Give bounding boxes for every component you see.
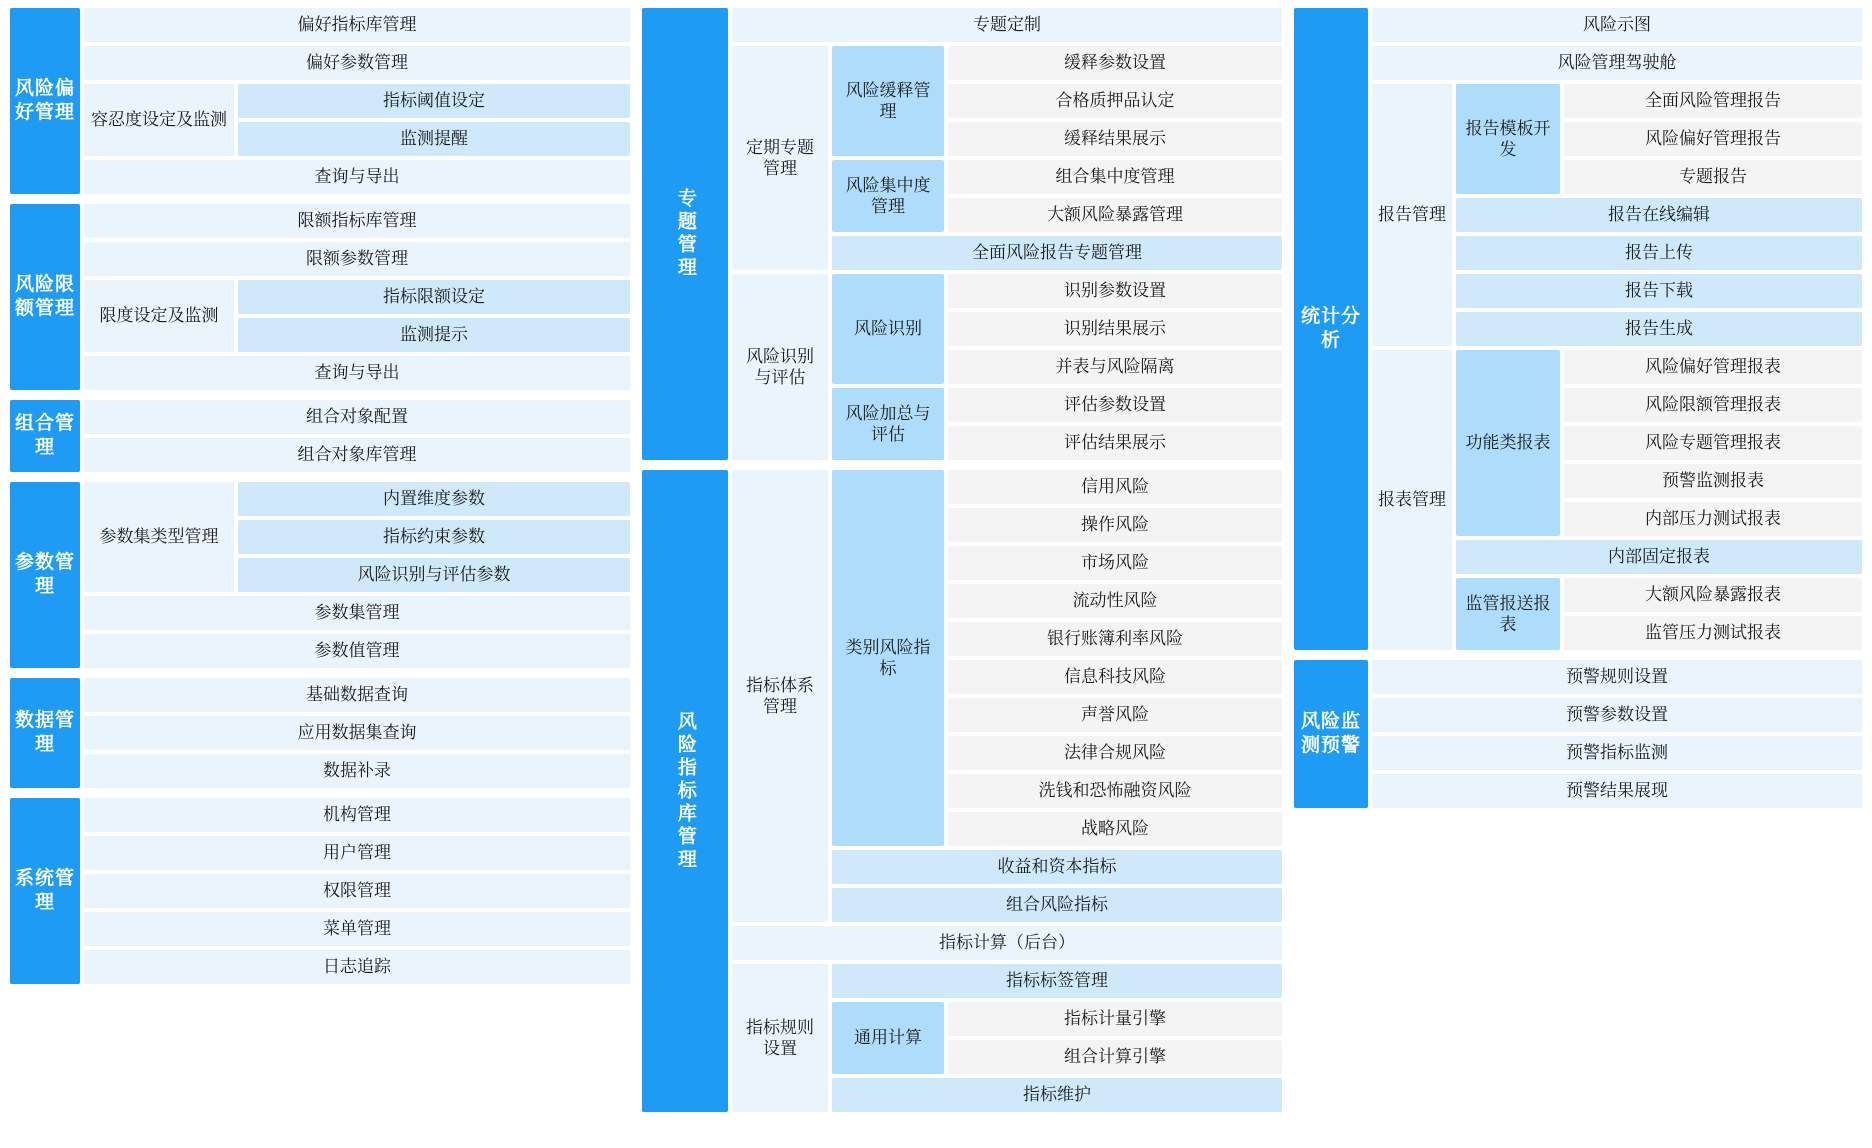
item-limit-lib[interactable]: 限额指标库管理 bbox=[84, 204, 630, 238]
module-statistics bbox=[1294, 8, 1862, 650]
item-risk-aggregate-assess[interactable]: 风险加总与评估 bbox=[832, 388, 944, 460]
item-risk-identify[interactable]: 风险识别 bbox=[832, 274, 944, 384]
item-function-sheet[interactable]: 功能类报表 bbox=[1456, 350, 1560, 536]
item-sheet-manage[interactable]: 报表管理 bbox=[1372, 350, 1452, 650]
item-market-risk[interactable]: 市场风险 bbox=[948, 546, 1282, 580]
item-identify-result[interactable]: 识别结果展示 bbox=[948, 312, 1282, 346]
item-permission-manage[interactable]: 权限管理 bbox=[84, 874, 630, 908]
module-title-portfolio: 组合管理 bbox=[10, 400, 80, 472]
item-preference-lib[interactable]: 偏好指标库管理 bbox=[84, 8, 630, 42]
item-regulatory-stress-test-sheet[interactable]: 监管压力测试报表 bbox=[1564, 616, 1862, 650]
module-indicator-library bbox=[642, 470, 1282, 1112]
item-portfolio-calc-engine[interactable]: 组合计算引擎 bbox=[948, 1040, 1282, 1074]
module-monitor-alert bbox=[1294, 660, 1862, 808]
item-liquidity-risk[interactable]: 流动性风险 bbox=[948, 584, 1282, 618]
item-indicator-threshold[interactable]: 指标阈值设定 bbox=[238, 84, 630, 118]
item-indicator-constraint-param[interactable]: 指标约束参数 bbox=[238, 520, 630, 554]
item-credit-risk[interactable]: 信用风险 bbox=[948, 470, 1282, 504]
module-parameter bbox=[10, 482, 630, 668]
item-alert-param-setting[interactable]: 预警参数设置 bbox=[1372, 698, 1862, 732]
item-data-supplement[interactable]: 数据补录 bbox=[84, 754, 630, 788]
item-general-calculation[interactable]: 通用计算 bbox=[832, 1002, 944, 1074]
item-menu-manage[interactable]: 菜单管理 bbox=[84, 912, 630, 946]
module-title-parameter: 参数管理 bbox=[10, 482, 80, 668]
item-portfolio-object-config[interactable]: 组合对象配置 bbox=[84, 400, 630, 434]
item-portfolio-object-lib[interactable]: 组合对象库管理 bbox=[84, 438, 630, 472]
item-portfolio-concentration[interactable]: 组合集中度管理 bbox=[948, 160, 1282, 194]
item-indicator-rule-setting[interactable]: 指标规则设置 bbox=[732, 964, 828, 1112]
item-tolerance-setting[interactable]: 容忍度设定及监测 bbox=[84, 84, 234, 156]
item-mitigation-result[interactable]: 缓释结果展示 bbox=[948, 122, 1282, 156]
item-monitor-alert[interactable]: 监测提醒 bbox=[238, 122, 630, 156]
module-risk-preference bbox=[10, 8, 630, 194]
item-param-set-manage[interactable]: 参数集管理 bbox=[84, 596, 630, 630]
item-indicator-tag-manage[interactable]: 指标标签管理 bbox=[832, 964, 1282, 998]
item-eligible-collateral[interactable]: 合格质押品认定 bbox=[948, 84, 1282, 118]
module-topic bbox=[642, 8, 1282, 460]
module-data bbox=[10, 678, 630, 788]
item-limit-param[interactable]: 限额参数管理 bbox=[84, 242, 630, 276]
item-risk-cockpit[interactable]: 风险管理驾驶舱 bbox=[1372, 46, 1862, 80]
item-internal-fixed-sheet[interactable]: 内部固定报表 bbox=[1456, 540, 1862, 574]
item-user-manage[interactable]: 用户管理 bbox=[84, 836, 630, 870]
item-indicator-calculation[interactable]: 指标计算（后台） bbox=[732, 926, 1282, 960]
item-report-download[interactable]: 报告下载 bbox=[1456, 274, 1862, 308]
module-portfolio bbox=[10, 400, 630, 472]
item-indicator-limit-value[interactable]: 指标限额设定 bbox=[238, 280, 630, 314]
item-limit-setting[interactable]: 限度设定及监测 bbox=[84, 280, 234, 352]
item-org-manage[interactable]: 机构管理 bbox=[84, 798, 630, 832]
item-limit-sheet[interactable]: 风险限额管理报表 bbox=[1564, 388, 1862, 422]
item-builtin-dimension-param[interactable]: 内置维度参数 bbox=[238, 482, 630, 516]
module-title-risk-limit: 风险限额管理 bbox=[10, 204, 80, 390]
item-basic-data-query[interactable]: 基础数据查询 bbox=[84, 678, 630, 712]
item-category-risk-indicator[interactable]: 类别风险指标 bbox=[832, 470, 944, 846]
item-large-exposure-sheet[interactable]: 大额风险暴露报表 bbox=[1564, 578, 1862, 612]
item-alert-result-display[interactable]: 预警结果展现 bbox=[1372, 774, 1862, 808]
module-title-statistics: 统计分析 bbox=[1294, 8, 1368, 650]
item-identify-param[interactable]: 识别参数设置 bbox=[948, 274, 1282, 308]
item-portfolio-risk-indicator[interactable]: 组合风险指标 bbox=[832, 888, 1282, 922]
item-identify-assess-param[interactable]: 风险识别与评估参数 bbox=[238, 558, 630, 592]
item-appset-data-query[interactable]: 应用数据集查询 bbox=[84, 716, 630, 750]
item-topic-sheet[interactable]: 风险专题管理报表 bbox=[1564, 426, 1862, 460]
item-preference-param[interactable]: 偏好参数管理 bbox=[84, 46, 630, 80]
item-preference-sheet[interactable]: 风险偏好管理报表 bbox=[1564, 350, 1862, 384]
item-legal-compliance-risk[interactable]: 法律合规风险 bbox=[948, 736, 1282, 770]
item-large-exposure[interactable]: 大额风险暴露管理 bbox=[948, 198, 1282, 232]
item-report-generate[interactable]: 报告生成 bbox=[1456, 312, 1862, 346]
item-strategy-risk[interactable]: 战略风险 bbox=[948, 812, 1282, 846]
item-mitigation-param[interactable]: 缓释参数设置 bbox=[948, 46, 1282, 80]
item-alert-rule-setting[interactable]: 预警规则设置 bbox=[1372, 660, 1862, 694]
item-report-upload[interactable]: 报告上传 bbox=[1456, 236, 1862, 270]
item-consolidation-isolation[interactable]: 并表与风险隔离 bbox=[948, 350, 1282, 384]
item-indicator-system-manage[interactable]: 指标体系管理 bbox=[732, 470, 828, 922]
item-full-risk-report-topic[interactable]: 全面风险报告专题管理 bbox=[832, 236, 1282, 270]
item-preference-report[interactable]: 风险偏好管理报告 bbox=[1564, 122, 1862, 156]
item-alert-monitor-sheet[interactable]: 预警监测报表 bbox=[1564, 464, 1862, 498]
item-risk-concentration-manage[interactable]: 风险集中度管理 bbox=[832, 160, 944, 232]
item-operational-risk[interactable]: 操作风险 bbox=[948, 508, 1282, 542]
item-reputation-risk[interactable]: 声誉风险 bbox=[948, 698, 1282, 732]
item-periodic-topic-manage[interactable]: 定期专题管理 bbox=[732, 46, 828, 270]
module-risk-limit bbox=[10, 204, 630, 390]
module-title-risk-preference: 风险偏好管理 bbox=[10, 8, 80, 194]
item-assess-param[interactable]: 评估参数设置 bbox=[948, 388, 1282, 422]
item-risk-chart[interactable]: 风险示图 bbox=[1372, 8, 1862, 42]
item-assess-result[interactable]: 评估结果展示 bbox=[948, 426, 1282, 460]
item-report-manage[interactable]: 报告管理 bbox=[1372, 84, 1452, 346]
module-title-indicator-library: 风险指标库管理 bbox=[642, 470, 728, 1112]
item-risk-identify-assess[interactable]: 风险识别与评估 bbox=[732, 274, 828, 460]
item-measure-engine[interactable]: 指标计量引擎 bbox=[948, 1002, 1282, 1036]
item-it-risk[interactable]: 信息科技风险 bbox=[948, 660, 1282, 694]
item-alert-indicator-monitor[interactable]: 预警指标监测 bbox=[1372, 736, 1862, 770]
item-param-value-manage[interactable]: 参数值管理 bbox=[84, 634, 630, 668]
item-banking-book-rate-risk[interactable]: 银行账簿利率风险 bbox=[948, 622, 1282, 656]
item-internal-stress-test-sheet[interactable]: 内部压力测试报表 bbox=[1564, 502, 1862, 536]
column-middle bbox=[642, 8, 1282, 1142]
item-monitor-tip[interactable]: 监测提示 bbox=[238, 318, 630, 352]
item-regulatory-sheet[interactable]: 监管报送报表 bbox=[1456, 578, 1560, 650]
item-risk-mitigation-manage[interactable]: 风险缓释管理 bbox=[832, 46, 944, 156]
item-log-trace[interactable]: 日志追踪 bbox=[84, 950, 630, 984]
item-report-template-dev[interactable]: 报告模板开发 bbox=[1456, 84, 1560, 194]
item-indicator-maintain[interactable]: 指标维护 bbox=[832, 1078, 1282, 1112]
column-right bbox=[1294, 8, 1862, 1142]
module-title-monitor-alert: 风险监测预警 bbox=[1294, 660, 1368, 808]
item-aml-risk[interactable]: 洗钱和恐怖融资风险 bbox=[948, 774, 1282, 808]
column-left bbox=[10, 8, 630, 1142]
item-param-set-type[interactable]: 参数集类型管理 bbox=[84, 482, 234, 592]
module-title-system: 系统管理 bbox=[10, 798, 80, 984]
item-preference-query-export[interactable]: 查询与导出 bbox=[84, 160, 630, 194]
item-topic-report[interactable]: 专题报告 bbox=[1564, 160, 1862, 194]
item-profit-capital-indicator[interactable]: 收益和资本指标 bbox=[832, 850, 1282, 884]
item-report-online-edit[interactable]: 报告在线编辑 bbox=[1456, 198, 1862, 232]
module-system bbox=[10, 798, 630, 984]
item-limit-query-export[interactable]: 查询与导出 bbox=[84, 356, 630, 390]
item-topic-custom[interactable]: 专题定制 bbox=[732, 8, 1282, 42]
module-title-data: 数据管理 bbox=[10, 678, 80, 788]
module-title-topic: 专题管理 bbox=[642, 8, 728, 460]
item-full-risk-report[interactable]: 全面风险管理报告 bbox=[1564, 84, 1862, 118]
